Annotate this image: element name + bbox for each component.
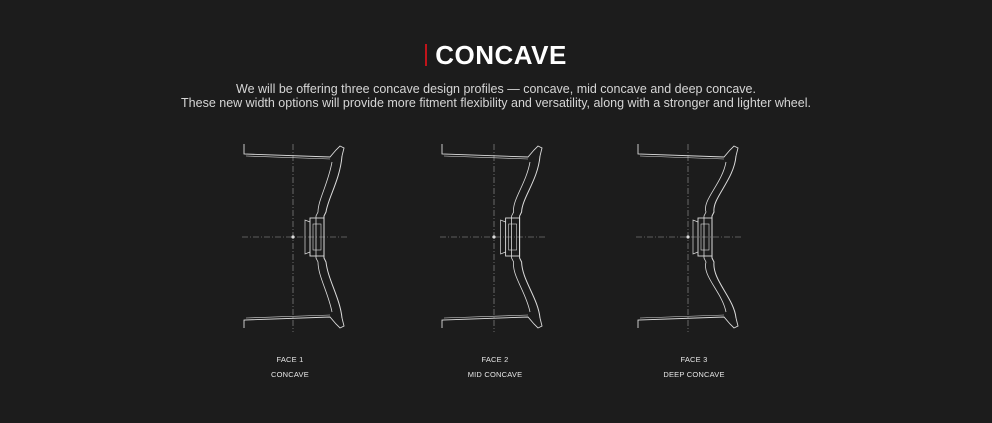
rim-top-lip (244, 144, 344, 157)
caption-face-3-number: FACE 3 (680, 355, 708, 364)
center-point (291, 235, 294, 238)
section-header (0, 41, 992, 71)
caption-face-3-name: DEEP CONCAVE (663, 370, 725, 379)
profile-face-3-diagram (630, 140, 750, 336)
caption-face-1-number: FACE 1 (276, 355, 304, 364)
wheel-profile-svg (236, 140, 356, 336)
description-line-1: We will be offering three concave design profiles — concave, mid concave and deep concave. (236, 82, 756, 96)
center-point (686, 235, 689, 238)
rim-bottom-lip (442, 317, 542, 328)
caption-face-2-name: MID CONCAVE (467, 370, 523, 379)
profile-face-2-diagram (434, 140, 554, 336)
wheel-profile-svg (434, 140, 554, 336)
description (0, 82, 992, 110)
title-wrap (425, 41, 567, 69)
caption-face-3 (624, 352, 764, 382)
caption-face-2-number: FACE 2 (481, 355, 509, 364)
profile-face-1-diagram (236, 140, 356, 336)
rim-top-lip (442, 144, 542, 157)
title-accent-bar (425, 44, 427, 66)
rim-bottom-lip (244, 317, 344, 328)
caption-face-2 (425, 352, 565, 382)
profile-diagrams (0, 140, 992, 340)
page-title: CONCAVE (435, 40, 567, 70)
description-line-2: These new width options will provide more fitment flexibility and versatility, along with a stronger and lighter wheel. (181, 96, 811, 110)
wheel-profile-svg (630, 140, 750, 336)
caption-face-1-name: CONCAVE (271, 370, 309, 379)
caption-face-1 (220, 352, 360, 382)
center-point (492, 235, 495, 238)
